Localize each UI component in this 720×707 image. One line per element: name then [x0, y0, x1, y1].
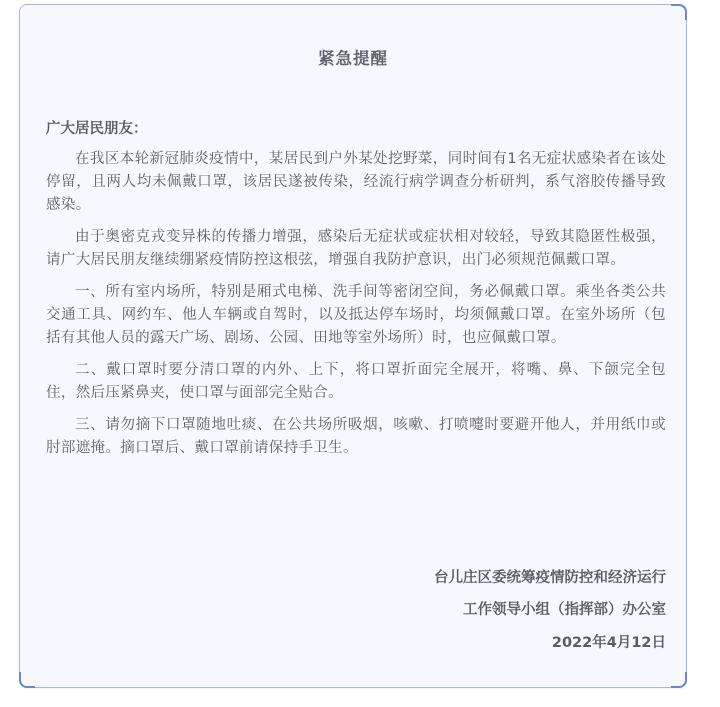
signature-date: 2022年4月12日 [551, 635, 666, 651]
salutation: 广大居民朋友： [46, 121, 148, 137]
paragraph-incident: 在我区本轮新冠肺炎疫情中，某居民到户外某处挖野菜，同时间有1名无症状感染者在该处停留，且两人均未佩戴口罩，该居民遂被传染，经流行病学调查分析研判，系气溶胶传播导致感染。 [46, 151, 666, 213]
corner-decoration [671, 672, 687, 688]
notice-card [19, 4, 687, 688]
paragraph-rule-indoor: 一、所有室内场所，特别是厢式电梯、洗手间等密闭空间，务必佩戴口罩。乘坐各类公共交通工具、网约车、他人车辆或自驾时，以及抵达停车场时，均须佩戴口罩。在室外场所（包括有其他人员的露天广场、剧场、公园、田地等室外场所）时，也应佩戴口罩。 [46, 284, 666, 346]
corner-decoration [671, 4, 687, 20]
paragraph-omicron: 由于奥密克戎变异株的传播力增强，感染后无症状或症状相对较轻，导致其隐匿性极强，请广大居民朋友继续绷紧疫情防控这根弦，增强自我防护意识，出门必须规范佩戴口罩。 [46, 229, 666, 268]
corner-decoration [19, 672, 35, 688]
notice-body [46, 148, 666, 469]
signature-office: 工作领导小组（指挥部）办公室 [463, 602, 666, 618]
paragraph-rule-hygiene: 三、请勿摘下口罩随地吐痰、在公共场所吸烟，咳嗽、打喷嚏时要避开他人，并用纸巾或肘部遮掩。摘口罩后、戴口罩前请保持手卫生。 [46, 417, 666, 456]
signature-organization: 台儿庄区委统筹疫情防控和经济运行 [434, 570, 666, 586]
paragraph-rule-wearing: 二、戴口罩时要分清口罩的内外、上下，将口罩折面完全展开，将嘴、鼻、下颌完全包住，然后压紧鼻夹，使口罩与面部完全贴合。 [46, 362, 666, 401]
notice-title: 紧急提醒 [318, 49, 388, 68]
